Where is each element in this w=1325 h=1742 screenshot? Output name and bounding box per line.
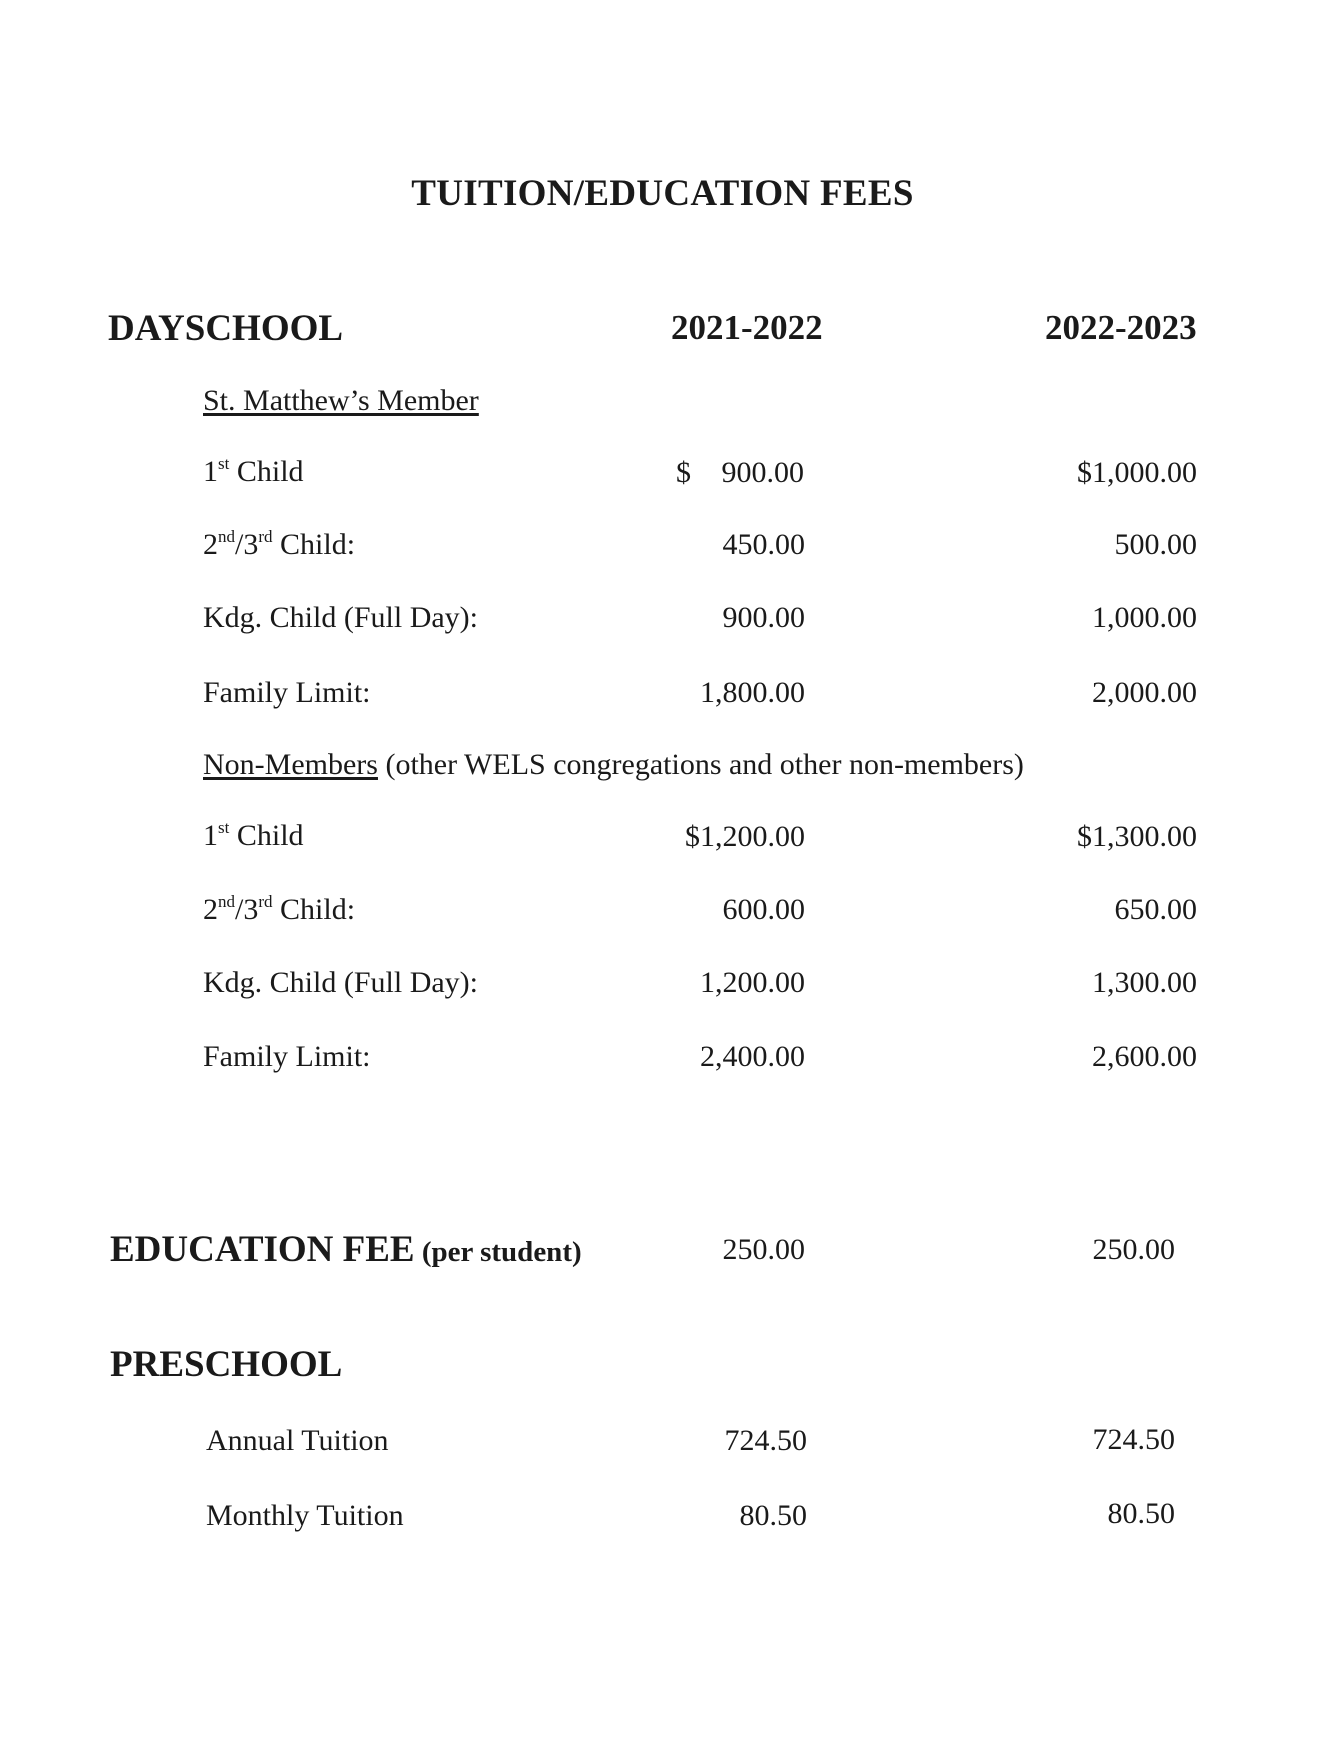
non-member-first-child-label: 1st Child [203,818,304,852]
non-member-family-limit-2021: 2,400.00 [700,1040,805,1073]
member-first-child-2022: $1,000.00 [1077,456,1197,489]
preschool-monthly-tuition-label: Monthly Tuition [206,1499,404,1532]
education-fee-2022: 250.00 [1092,1233,1175,1266]
preschool-heading: PRESCHOOL [110,1344,343,1385]
non-member-second-third-child-2021: 600.00 [722,893,805,926]
non-member-second-third-child-label: 2nd/3rd Child: [203,892,356,926]
non-member-kdg-child-label: Kdg. Child (Full Day): [203,966,478,999]
dayschool-heading: DAYSCHOOL [108,308,344,349]
non-member-family-limit-label: Family Limit: [203,1040,371,1073]
non-members-subheading: Non-Members (other WELS congregations and other non-members) [203,748,1024,781]
non-member-first-child-2021: $1,200.00 [685,820,805,853]
column-header-2021-2022: 2021-2022 [671,308,823,347]
non-member-kdg-child-2021: 1,200.00 [700,966,805,999]
non-member-family-limit-2022: 2,600.00 [1092,1040,1197,1073]
member-first-child-2021: $ 900.00 [676,456,804,489]
member-family-limit-2021: 1,800.00 [700,676,805,709]
member-kdg-child-2022: 1,000.00 [1092,601,1197,634]
member-family-limit-label: Family Limit: [203,676,371,709]
member-kdg-child-2021: 900.00 [722,601,805,634]
member-family-limit-2022: 2,000.00 [1092,676,1197,709]
member-kdg-child-label: Kdg. Child (Full Day): [203,601,478,634]
member-first-child-label: 1st Child [203,454,304,488]
page-title: TUITION/EDUCATION FEES [411,173,914,214]
column-header-2022-2023: 2022-2023 [1045,308,1197,347]
member-second-third-child-2021: 450.00 [722,528,805,561]
preschool-annual-tuition-2022: 724.50 [1092,1423,1175,1456]
education-fee-2021: 250.00 [722,1233,805,1266]
preschool-monthly-tuition-2021: 80.50 [739,1499,807,1532]
education-fee-heading: EDUCATION FEE (per student) [110,1229,582,1270]
preschool-monthly-tuition-2022: 80.50 [1107,1497,1175,1530]
preschool-annual-tuition-2021: 724.50 [724,1424,807,1457]
dollar-sign: $ [676,456,691,489]
non-member-first-child-2022: $1,300.00 [1077,820,1197,853]
non-member-second-third-child-2022: 650.00 [1114,893,1197,926]
members-subheading: St. Matthew’s Member [203,384,479,417]
preschool-annual-tuition-label: Annual Tuition [206,1424,389,1457]
member-second-third-child-2022: 500.00 [1114,528,1197,561]
member-second-third-child-label: 2nd/3rd Child: [203,527,356,561]
non-member-kdg-child-2022: 1,300.00 [1092,966,1197,999]
